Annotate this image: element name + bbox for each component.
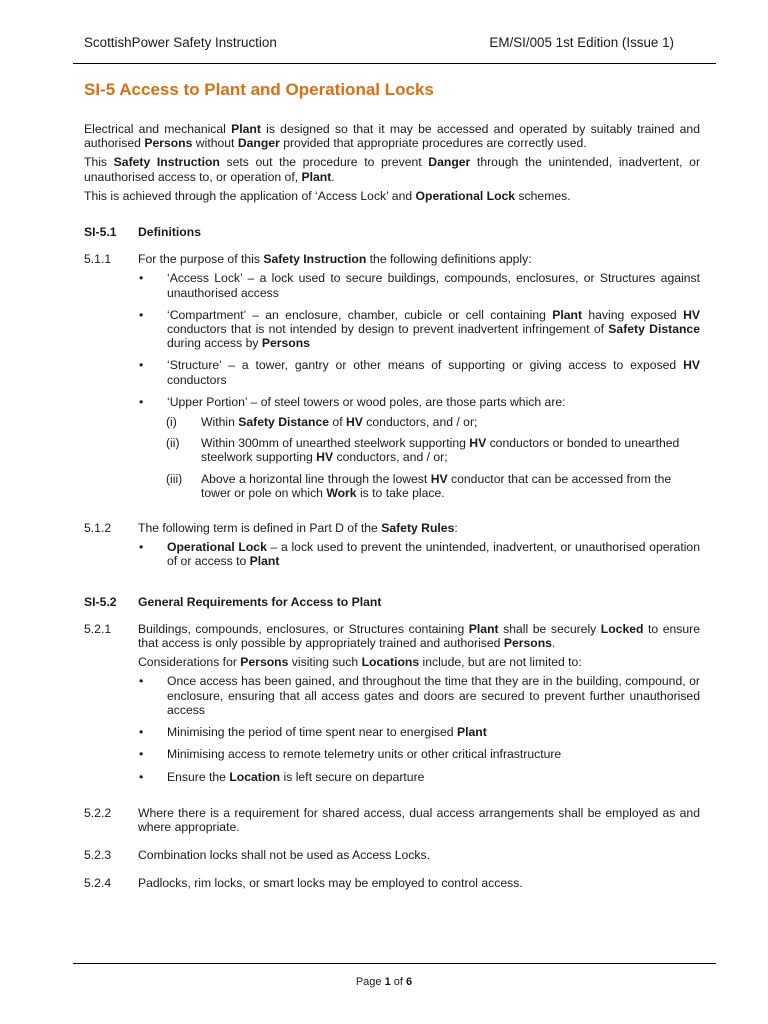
text-run: ‘Upper Portion’ – of steel towers or wood poles, are those parts which are: (167, 394, 566, 409)
text-run: The following term is defined in Part D of the (138, 521, 382, 536)
text-run: ‘Access Lock’ – a lock used to secure buildings, compounds, enclosures, or Structures against unauthorised access (167, 271, 700, 300)
sub-item-label: (ii) (166, 436, 180, 451)
sub-item (166, 436, 700, 464)
clause-number: 5.2.4 (84, 876, 112, 891)
text-run: Minimising the period of time spent near to energised (167, 725, 457, 740)
clause-text: Where there is a requirement for shared access, dual access arrangements shall be employed as and where appropriate. (138, 805, 700, 834)
text-run: conductors, and / or; (362, 415, 478, 430)
bullet-item (138, 540, 700, 568)
intro-paragraph-2 (84, 155, 700, 183)
clause-number: 5.2.2 (84, 805, 112, 820)
clause-text-2 (138, 655, 700, 669)
defined-term: Plant (468, 621, 499, 636)
text-run: is to take place. (356, 485, 445, 500)
bullet-icon: • (139, 674, 144, 689)
defined-term: HV (430, 471, 448, 486)
clause-5-1-2 (84, 521, 700, 577)
section-number: SI-5.2 (84, 594, 117, 609)
bullet-text (167, 395, 700, 409)
sub-item-label: (i) (166, 415, 177, 430)
bullet-text (167, 540, 700, 568)
bullet-icon: • (139, 358, 144, 373)
bullet-icon: • (139, 307, 144, 322)
defined-term: Plant (249, 554, 280, 569)
clause-5-2-2 (84, 806, 700, 834)
defined-term: Persons (261, 336, 310, 351)
bullet-icon: • (139, 394, 144, 409)
header-divider (73, 63, 716, 64)
bullet-item (138, 674, 700, 717)
clause-number: 5.1.2 (84, 521, 112, 536)
bullet-icon: • (139, 271, 144, 286)
text-run: This (84, 155, 114, 170)
defined-term: HV (316, 450, 334, 465)
clause-text (138, 252, 700, 266)
text-run: Buildings, compounds, enclosures, or Structures containing (138, 621, 469, 636)
text-run: This is achieved through the application of ‘Access Lock’ and (84, 188, 416, 203)
sub-item-text (201, 472, 700, 500)
document-reference: EM/SI/005 1st Edition (Issue 1) (489, 35, 674, 50)
text-run: the following definitions apply: (366, 252, 532, 267)
clause-text (138, 622, 700, 650)
defined-term: Danger (428, 155, 471, 170)
text-run: . (331, 169, 335, 184)
section-heading-text: Definitions (138, 225, 201, 240)
text-run: conductor that can be accessed from the tower or pole on which (201, 471, 672, 500)
defined-term: Locked (600, 621, 644, 636)
text-run: Considerations for (138, 655, 241, 670)
text-run: without (192, 136, 238, 151)
section-heading-definitions (84, 225, 700, 239)
bullet-text (167, 358, 700, 386)
footer-divider (73, 963, 716, 964)
bullet-text (167, 770, 700, 784)
defined-term: Plant (552, 307, 583, 322)
text-run: Within (201, 415, 239, 430)
text-run: schemes. (515, 188, 571, 203)
text-run: visiting such (288, 655, 362, 670)
page-total: 6 (406, 976, 413, 988)
defined-term: Persons (144, 136, 193, 151)
text-run: ‘Compartment’ – an enclosure, chamber, cubicle or cell containing (167, 307, 553, 322)
defined-term: Plant (231, 122, 261, 136)
page-footer (0, 975, 768, 989)
text-run: . (551, 636, 556, 651)
defined-term: Safety Instruction (263, 252, 367, 267)
bullet-icon: • (139, 725, 144, 740)
text-run: conductors or bonded to unearthed steelwork supporting (201, 436, 680, 465)
clause-text (138, 521, 700, 535)
bullet-item (138, 358, 700, 386)
section-heading-general-requirements (84, 595, 700, 609)
clause-number: 5.1.1 (84, 252, 112, 267)
clause-5-1-1 (84, 252, 700, 507)
bullet-text (167, 271, 700, 299)
text-run: conductors, and / or; (333, 450, 448, 465)
defined-term: Persons (503, 636, 552, 651)
sub-item-text (201, 415, 700, 429)
bullet-text (167, 725, 700, 739)
bullet-text (167, 308, 700, 351)
defined-term: Operational Lock (167, 540, 267, 555)
text-run: shall be securely (498, 621, 601, 636)
intro-paragraph-3 (84, 189, 700, 203)
clause-number: 5.2.3 (84, 848, 112, 863)
sub-item (166, 415, 700, 429)
clause-number: 5.2.1 (84, 621, 112, 636)
text-run: of (329, 415, 346, 430)
sub-item-text (201, 436, 700, 464)
sub-item (166, 472, 700, 500)
text-run: Once access has been gained, and throughout the time that they are in the building, compound, or enclosure, ensuring that all access gates and doors are secured to prevent further unauthorised access (167, 674, 700, 717)
text-run: Minimising access to remote telemetry units or other critical infrastructure (167, 747, 562, 762)
page-number: 1 (384, 976, 391, 988)
defined-term: Plant (301, 169, 332, 184)
defined-term: Work (326, 485, 357, 500)
text-run: having exposed (582, 307, 684, 322)
bullet-item (138, 747, 700, 761)
text-run: ‘Structure’ – a tower, gantry or other means of supporting or giving access to exposed (167, 358, 684, 373)
intro-paragraph-1 (84, 122, 700, 150)
bullet-text (167, 674, 700, 717)
defined-term: Location (229, 769, 281, 784)
upper-portion-sublist (138, 415, 700, 500)
sub-item-label: (iii) (166, 471, 183, 486)
text-run: during access by (167, 336, 262, 351)
text-run: Ensure the (167, 769, 230, 784)
defined-term: Safety Distance (238, 415, 330, 430)
text-run: to ensure that access is only possible by appropriately trained and authorised (138, 621, 700, 651)
text-run: provided that appropriate procedures are correctly used. (279, 136, 587, 151)
header-title: ScottishPower Safety Instruction (84, 35, 277, 50)
text-run: sets out the procedure to prevent (219, 155, 429, 170)
clause-5-2-1 (84, 622, 700, 792)
section-heading-text: General Requirements for Access to Plant (138, 594, 382, 609)
text-run: include, but are not limited to: (419, 655, 582, 670)
bullet-item (138, 725, 700, 739)
defined-term: Locations (361, 655, 420, 670)
section-title: SI-5 Access to Plant and Operational Locks (84, 80, 434, 99)
defined-term: Safety Distance (608, 322, 700, 337)
bullet-icon: • (139, 747, 144, 762)
defined-term: Safety Instruction (113, 155, 220, 170)
defined-term: Persons (240, 655, 289, 670)
defined-term: Safety Rules (381, 521, 455, 536)
bullet-item (138, 308, 700, 351)
defined-term-list (138, 540, 700, 568)
defined-term: Operational Lock (415, 188, 516, 203)
defined-term: Plant (456, 725, 487, 740)
text-run: – a lock used to prevent the unintended, inadvertent, or unauthorised operation of or access to (167, 540, 700, 569)
text-run: is left secure on departure (280, 769, 425, 784)
bullet-icon: • (139, 769, 144, 784)
text-run: is designed so that it may be accessed and operated by suitably trained and authorised (84, 122, 700, 151)
document-body (84, 122, 700, 897)
bullet-item (138, 271, 700, 299)
page-label: Page (355, 976, 382, 988)
definition-list (138, 271, 700, 409)
text-run: conductors that is not intended by design to prevent inadvertent infringement of (167, 322, 609, 337)
bullet-icon: • (139, 540, 144, 555)
defined-term: Danger (237, 136, 280, 151)
bullet-item (138, 770, 700, 784)
text-run: Electrical and mechanical (84, 122, 232, 136)
of-label: of (393, 976, 403, 988)
defined-term: HV (469, 436, 487, 451)
considerations-list (138, 674, 700, 783)
text-run: For the purpose of this (138, 252, 264, 267)
bullet-text (167, 747, 700, 761)
bullet-item (138, 395, 700, 409)
defined-term: HV (345, 415, 363, 430)
clause-5-2-4 (84, 876, 700, 890)
clause-text: Padlocks, rim locks, or smart locks may be employed to control access. (138, 876, 523, 891)
defined-term: HV (683, 307, 700, 322)
text-run: Within 300mm of unearthed steelwork supporting (201, 436, 470, 451)
defined-term: HV (683, 358, 700, 373)
text-run: Above a horizontal line through the lowest (201, 471, 431, 486)
clause-text: Combination locks shall not be used as Access Locks. (138, 848, 430, 863)
text-run: : (454, 521, 458, 536)
text-run: conductors (167, 372, 227, 387)
text-run: through the unintended, inadvertent, or unauthorised access to, or operation of, (84, 155, 701, 184)
clause-5-2-3 (84, 848, 700, 862)
section-number: SI-5.1 (84, 225, 117, 240)
